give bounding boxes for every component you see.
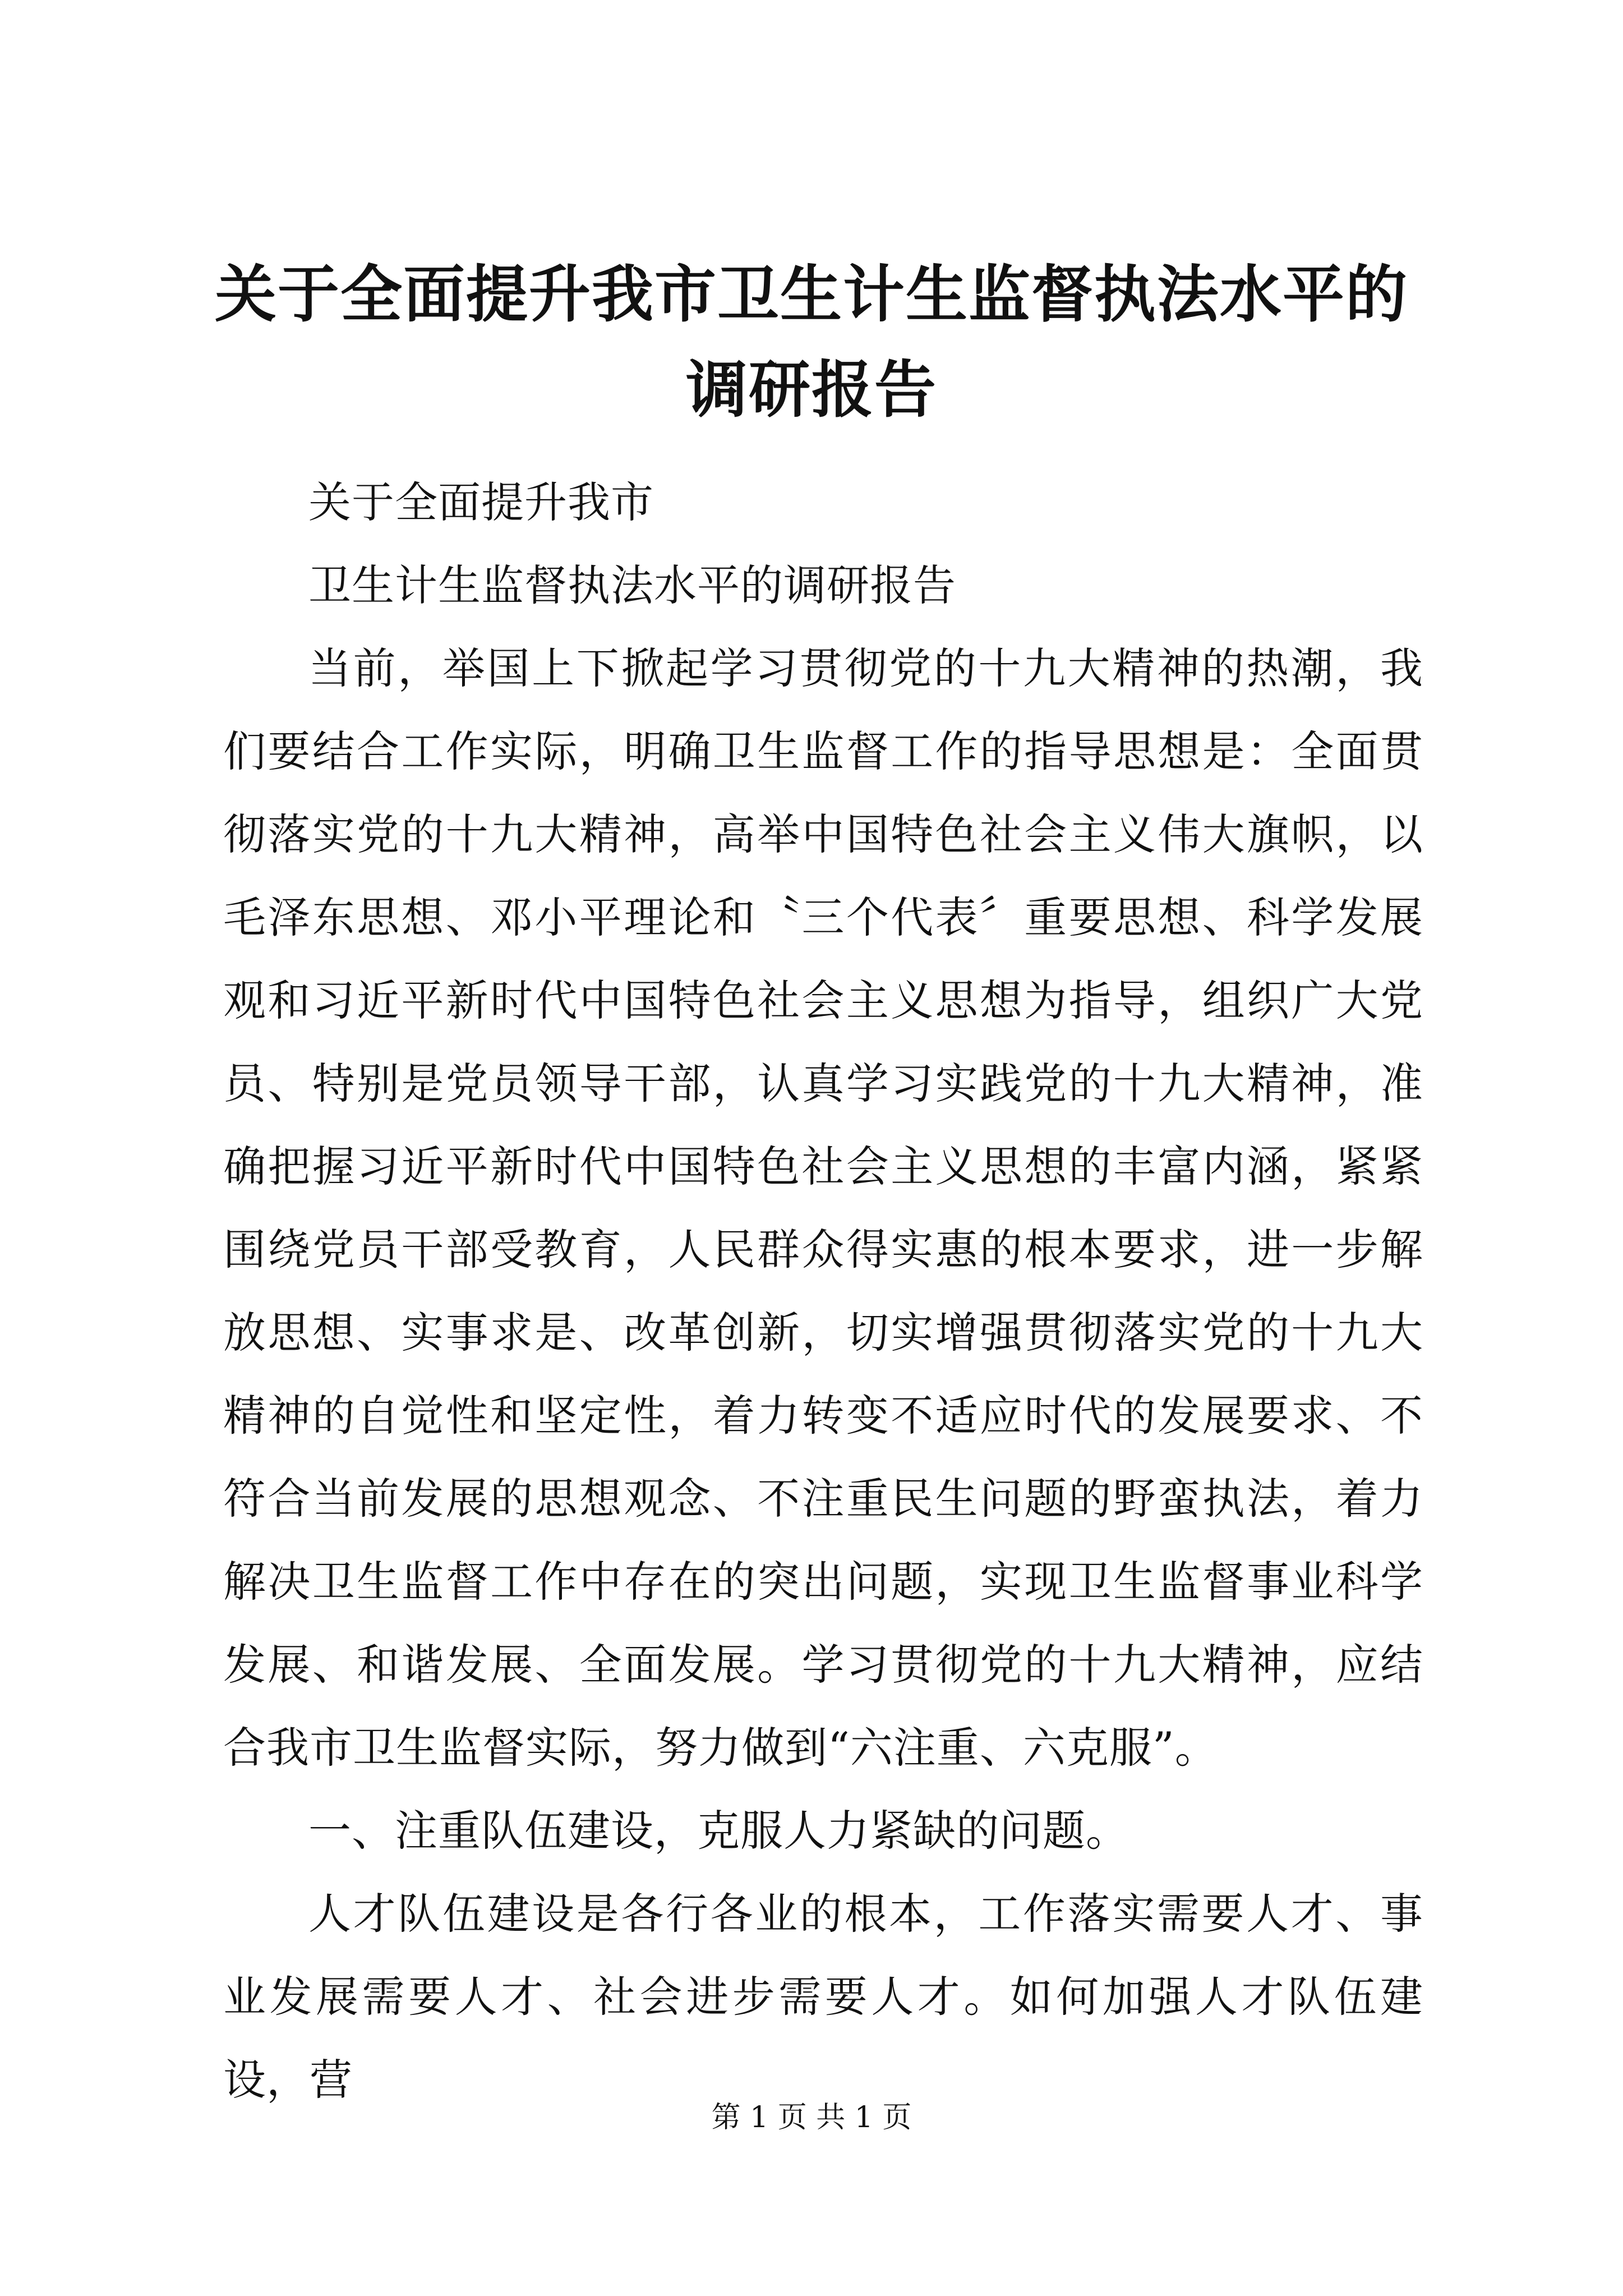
- section-heading-1: 一、注重队伍建设，克服人力紧缺的问题。: [308, 1806, 1129, 1856]
- intro-paragraph: 当前，举国上下掀起学习贯彻党的十九大精神的热潮，我们要结合工作实际，明确卫生监督工作的指导思想是：全面贯彻落实党的十九大精神，高举中国特色社会主义伟大旗帜，以毛泽东思想、邓小平理论和〝三个代表〞重要思想、科学发展观和习近平新时代中国特色社会主义思想为指导，组织广大党员、特别是党员领导干部，认真学习实践党的十九大精神，准确把握习近平新时代中国特色社会主义思想的丰富内涵，紧紧围绕党员干部受教育，人民群众得实惠的根本要求，进一步解放思想、实事求是、改革创新，切实增强贯彻落实党的十九大精神的自觉性和坚定性，着力转变不适应时代的发展要求、不符合当前发展的思想观念、不注重民生问题的野蛮执法，着力解决卫生监督工作中存在的突出问题，实现卫生监督事业科学发展、和谐发展、全面发展。学习贯彻党的十九大精神，应结合我市卫生监督实际，努力做到“六注重、六克服”。: [223, 643, 1423, 1773]
- subtitle-line-2: 卫生计生监督执法水平的调研报告: [308, 560, 956, 610]
- document-title: 关于全面提升我市卫生计生监督执法水平的调研报告: [215, 258, 1408, 426]
- page-number-footer: 第 1 页 共 1 页: [711, 2101, 912, 2134]
- subtitle-line-1: 关于全面提升我市: [308, 477, 654, 527]
- section-paragraph-1: 人才队伍建设是各行各业的根本，工作落实需要人才、事业发展需要人才、社会进步需要人才。如何加强人才队伍建设，营: [223, 1889, 1423, 2105]
- document-body: [223, 461, 1423, 2122]
